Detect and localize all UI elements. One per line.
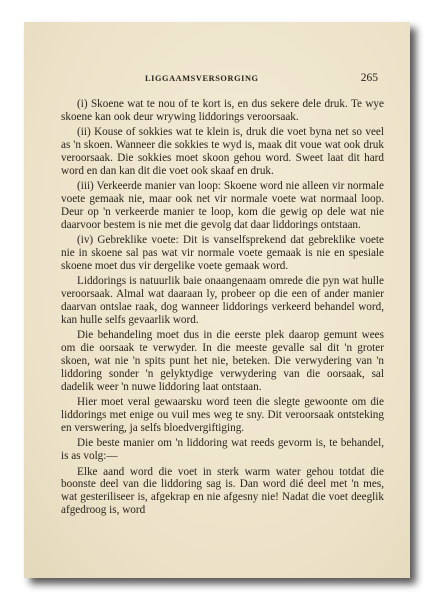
paragraph: Die behandeling moet dus in die eerste plek daarop gemunt wees om die oorsaak te verwyder. In die meeste gevalle sal dit 'n groter skoen, wat nie 'n spits punt het nie, beteken. Die verwydering van 'n liddoring sonder 'n gelyktydige verwydering van die oorsaak, sal dadelik weer 'n nuwe liddoring laat ontstaan. — [61, 329, 384, 393]
page-number: 265 — [360, 72, 378, 84]
paragraph: Liddorings is natuurlik baie onaangenaam omrede die pyn wat hulle veroorsaak. Almal wat daaraan ly, probeer op die een of ander manier daarvan ontslae raak, dog wanneer liddorings verkeerd behandel word, kan hulle selfs gevaarlik word. — [61, 275, 384, 326]
book-page — [24, 22, 410, 578]
paragraph: Hier moet veral gewaarsku word teen die slegte gewoonte om die liddorings met enige ou vuil mes weg te sny. Dit veroorsaak ontsteking en verswering, ja selfs bloedvergiftiging. — [61, 396, 384, 434]
paragraph: (iv) Gebreklike voete: Dit is vanselfsprekend dat gebreklike voete nie in skoene sal pas wat vir normale voete gemaak is nie en spesiale skoene moet dus vir dergelike voete gemaak word. — [61, 234, 384, 272]
running-head: LIGGAAMSVERSORGING — [145, 74, 259, 83]
page-header — [61, 74, 384, 88]
paragraph: (i) Skoene wat te nou of te kort is, en dus sekere dele druk. Te wye skoene kan ook deur wrywing liddorings veroorsaak. — [61, 98, 384, 123]
body-text — [61, 98, 384, 517]
paragraph: Elke aand word die voet in sterk warm water gehou totdat die boonste deel van die liddoring sag is. Dan word dié deel met 'n mes, wat gesteriliseer is, afgekrap en nie afgesny nie! Nadat die voet deeglik afgedroog is, word — [61, 465, 384, 517]
paragraph: Die beste manier om 'n liddoring wat reeds gevorm is, te behandel, is as volg:— — [61, 437, 384, 463]
paragraph: (iii) Verkeerde manier van loop: Skoene word nie alleen vir normale voete gemaak nie, maar ook net vir normale voete wat normaal loop. Deur op 'n verkeerde manier te loop, kom die gewig op dele wat nie daarvoor bestem is nie met die gevolg dat daar liddorings ontstaan. — [61, 180, 384, 231]
paragraph: (ii) Kouse of sokkies wat te klein is, druk die voet byna net so veel as 'n skoen. Wanneer die sokkies te wyd is, maak dit voue wat ook druk veroorsaak. Die sokkies moet skoon gehou word. Sweet laat dit hard word en dan kan dit die voet ook skaaf en druk. — [61, 126, 384, 177]
